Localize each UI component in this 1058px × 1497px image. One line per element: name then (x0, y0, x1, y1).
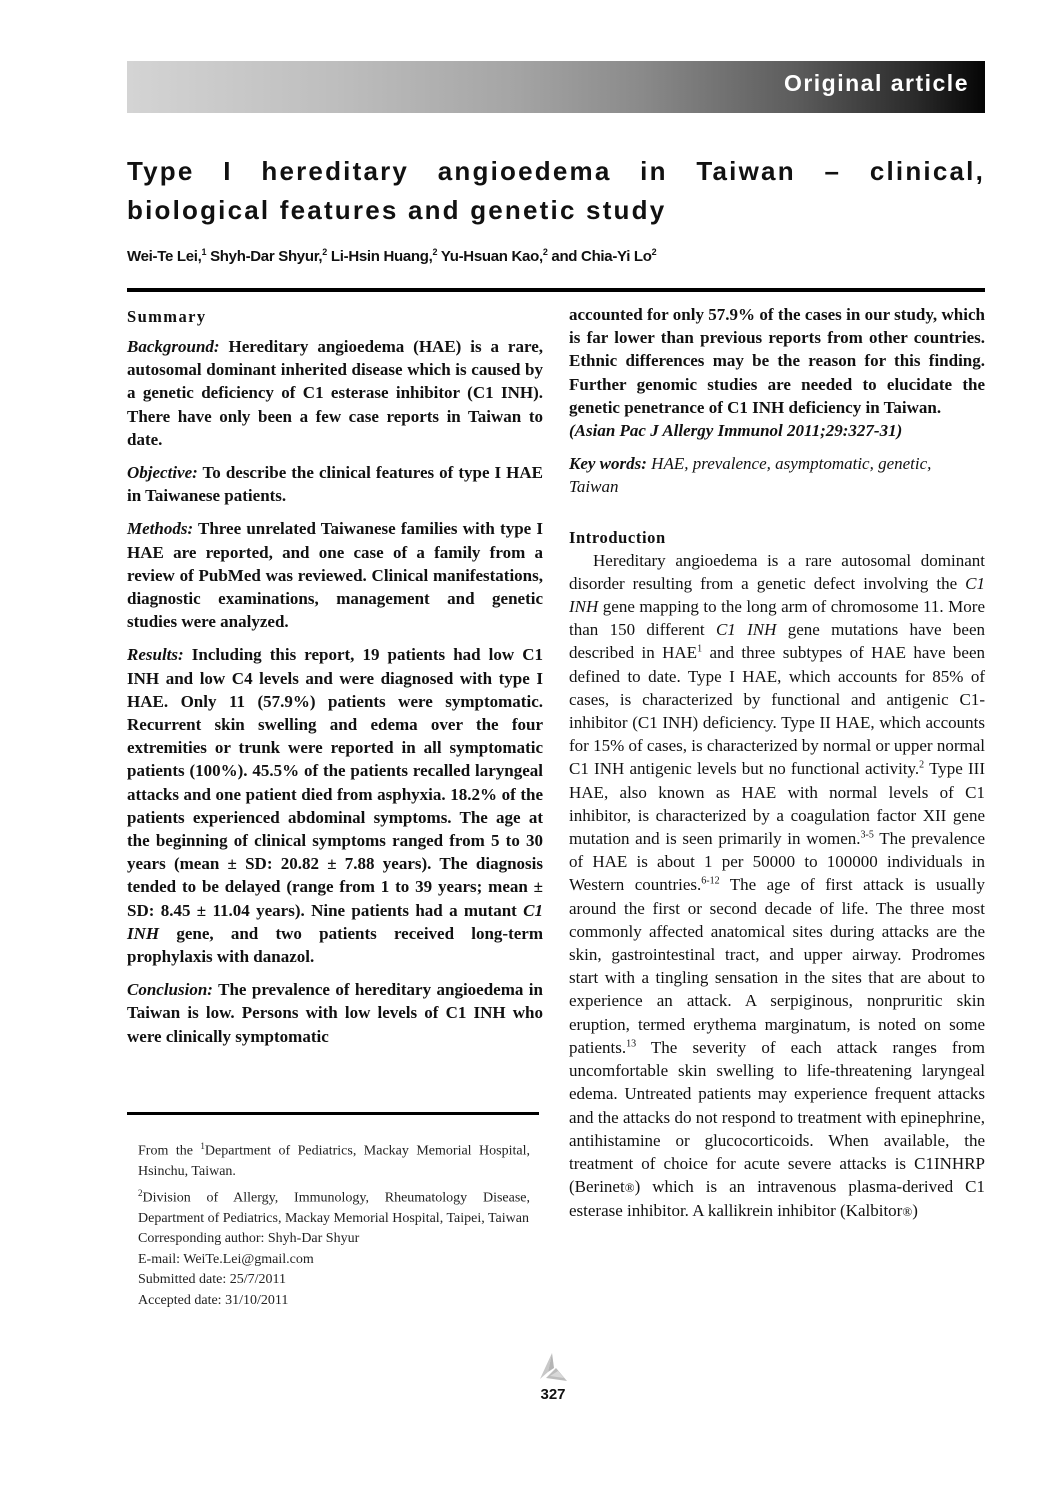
abstract-objective (127, 461, 543, 507)
author-list (127, 247, 985, 265)
results-text: Including this report, 19 patients had low C1 INH and low C4 levels and were diagnosed with type I HAE. Only 11 (57.9%) patients were symptomatic. Recurrent skin swelling and edema over the four extremities or trunk were reported in all symptomatic patients (100%). 45.5% of the patients recalled laryngeal attacks and one patient died from asphyxia. 18.2% of the patients experienced abdominal symptoms. The age at the beginning of clinical symptoms ranged from 5 to 30 years (mean ± SD: 20.82 ± 7.88 years). The diagnosis tended to be delayed (range from 1 to 39 years; mean ± SD: 8.45 ± 11.04 years). Nine patients had a mutant (127, 645, 543, 920)
journal-citation: (Asian Pac J Allergy Immunol 2011;29:327-31) (569, 421, 903, 441)
keywords (569, 452, 985, 498)
objective-text: To describe the clinical features of type I HAE in Taiwanese patients. (127, 463, 543, 506)
abstract-background (127, 335, 543, 451)
reference-marker: 3-5 (860, 829, 874, 841)
accepted-date: Accepted date: 31/10/2011 (138, 1292, 289, 1308)
abstract-methods (127, 517, 543, 633)
footnote-divider (127, 1112, 539, 1115)
corresponding-author: Corresponding author: Shyh-Dar Shyur (138, 1231, 360, 1247)
results-gene-name: C1 INH (127, 900, 544, 943)
author: Wei-Te Lei, (127, 248, 202, 265)
journal-logo-icon (534, 1352, 570, 1384)
author: Li-Hsin Huang, (330, 248, 433, 265)
methods-text: Three unrelated Taiwanese families with type I HAE are reported, and one case of a family from a review of PubMed was reviewed. Clinical manifestations, diagnostic examinations, management and genetic studies were analyzed. (127, 519, 543, 632)
title-divider (127, 288, 985, 292)
author: and Chia-Yi Lo (551, 248, 652, 265)
results-label: Results: (127, 645, 184, 665)
conclusion-text: The prevalence of hereditary angioedema in Taiwan is low. Persons with low levels of C1 INH who were clinically symptomatic (127, 980, 543, 1046)
page-number: 327 (540, 1386, 566, 1403)
results-text-cont: gene, and two patients received long-term prophylaxis with danazol. (127, 923, 544, 967)
reference-marker: 6-12 (701, 875, 720, 887)
gene-name: C1 INH (715, 620, 777, 640)
submitted-date: Submitted date: 25/7/2011 (138, 1272, 287, 1288)
background-label: Background: (127, 337, 220, 356)
abstract-conclusion-continued (569, 303, 985, 442)
keywords-label: Key words: (569, 454, 647, 474)
keywords-text: HAE, prevalence, asymptomatic, genetic, Taiwan (569, 454, 932, 497)
introduction-heading: Introduction (569, 527, 666, 547)
author-affiliation: 2 (651, 247, 657, 257)
affiliation-1: From the $^1$Department of Pediatrics, Mackay Memorial Hospital, Hsinchu, Taiwan. (138, 1141, 530, 1180)
conclusion-label: Conclusion: (127, 980, 213, 1000)
article-type-banner (127, 61, 985, 113)
methods-label: Methods: (127, 519, 194, 539)
gene-name: C1 INH (569, 573, 985, 617)
reference-marker: 1 (697, 643, 703, 655)
abstract-conclusion (127, 978, 543, 1048)
abstract-results (127, 643, 543, 968)
registered-icon: ® (624, 1180, 635, 1196)
author-affiliation: 1 (201, 247, 207, 257)
author-affiliation: 2 (432, 247, 438, 257)
left-column (127, 306, 543, 1058)
author-email: E-mail: WeiTe.Lei@gmail.com (138, 1251, 314, 1267)
affiliation-footnote (138, 1136, 530, 1311)
author-affiliation: 2 (322, 247, 328, 257)
introduction-body: Hereditary angioedema is a rare autosomal dominant disorder resulting from a genetic defect involving the C1 INH gene mapping to the long arm of chromosome 11. More than 150 different C1 INH gene mutations have been described in HAE$^1$ and three subtypes of HAE have been defined to date. Type I HAE, which accounts for 85% of cases, is characterized by functional and antigenic C1-inhibitor (C1 INH) deficiency. Type II HAE, which accounts for 15% of cases, is characterized by normal or upper normal C1 INH antigenic levels but no functional activity.$^2$ Type III HAE, also known as HAE with normal levels of C1 inhibitor, is characterized by a coagulation factor XII gene mutation and is seen primarily in women.$^{3-5}$ The prevalence of HAE is about 1 per 50000 to 100000 individuals in Western countries.$^{6-12}$ The age of first attack is usually around the first or second decade of life. The three most commonly affected anatomical sites during attacks are the skin, gastrointestinal tract, and upper airway. Prodromes start with a tingling sensation in the sites that are about to experience an attack. A serpiginous, nonpruritic skin eruption, termed erythema marginatum, is noted on some patients.$^{13}$ The severity of each attack ranges from uncomfortable skin swelling to life-threatening laryngeal edema. Untreated patients may experience frequent attacks and the attacks do not respond to treatment with epinephrine, antihistamine or glucocorticoids. When available, the treatment of choice for acute severe attacks is C1INHRP (Berinet®) which is an intravenous plasma-derived C1 esterase inhibitor. A kallikrein inhibitor (Kalbitor®) (569, 550, 986, 1221)
author: Shyh-Dar Shyur, (210, 248, 323, 265)
affiliation-2: $^2$Division of Allergy, Immunology, Rheumatology Disease, Department of Pediatrics, Mackay Memorial Hospital, Taipei, Taiwan (138, 1187, 530, 1226)
summary-heading: Summary (127, 307, 207, 326)
registered-icon: ® (902, 1204, 913, 1220)
reference-marker: 2 (919, 759, 925, 771)
objective-label: Objective: (127, 463, 198, 483)
reference-marker: 13 (626, 1038, 637, 1050)
author-affiliation: 2 (542, 247, 548, 257)
author: Yu-Hsuan Kao, (440, 248, 543, 265)
article-type-label: Original article (783, 70, 969, 96)
background-text: Hereditary angioedema (HAE) is a rare, autosomal dominant inherited disease which is caused by a genetic deficiency of C1 esterase inhibitor (C1 INH). There have only been a few case reports in Taiwan to date. (127, 337, 543, 449)
article-title: Type I hereditary angioedema in Taiwan – clinical, biological features and genetic study (127, 156, 985, 225)
right-column (569, 303, 985, 1224)
conclusion-text-cont: accounted for only 57.9% of the cases in our study, which is far lower than previous reports from other countries. Ethnic differences may be the reason for this finding. Further genomic studies are needed to elucidate the genetic penetrance of C1 INH deficiency in Taiwan. (569, 305, 985, 417)
